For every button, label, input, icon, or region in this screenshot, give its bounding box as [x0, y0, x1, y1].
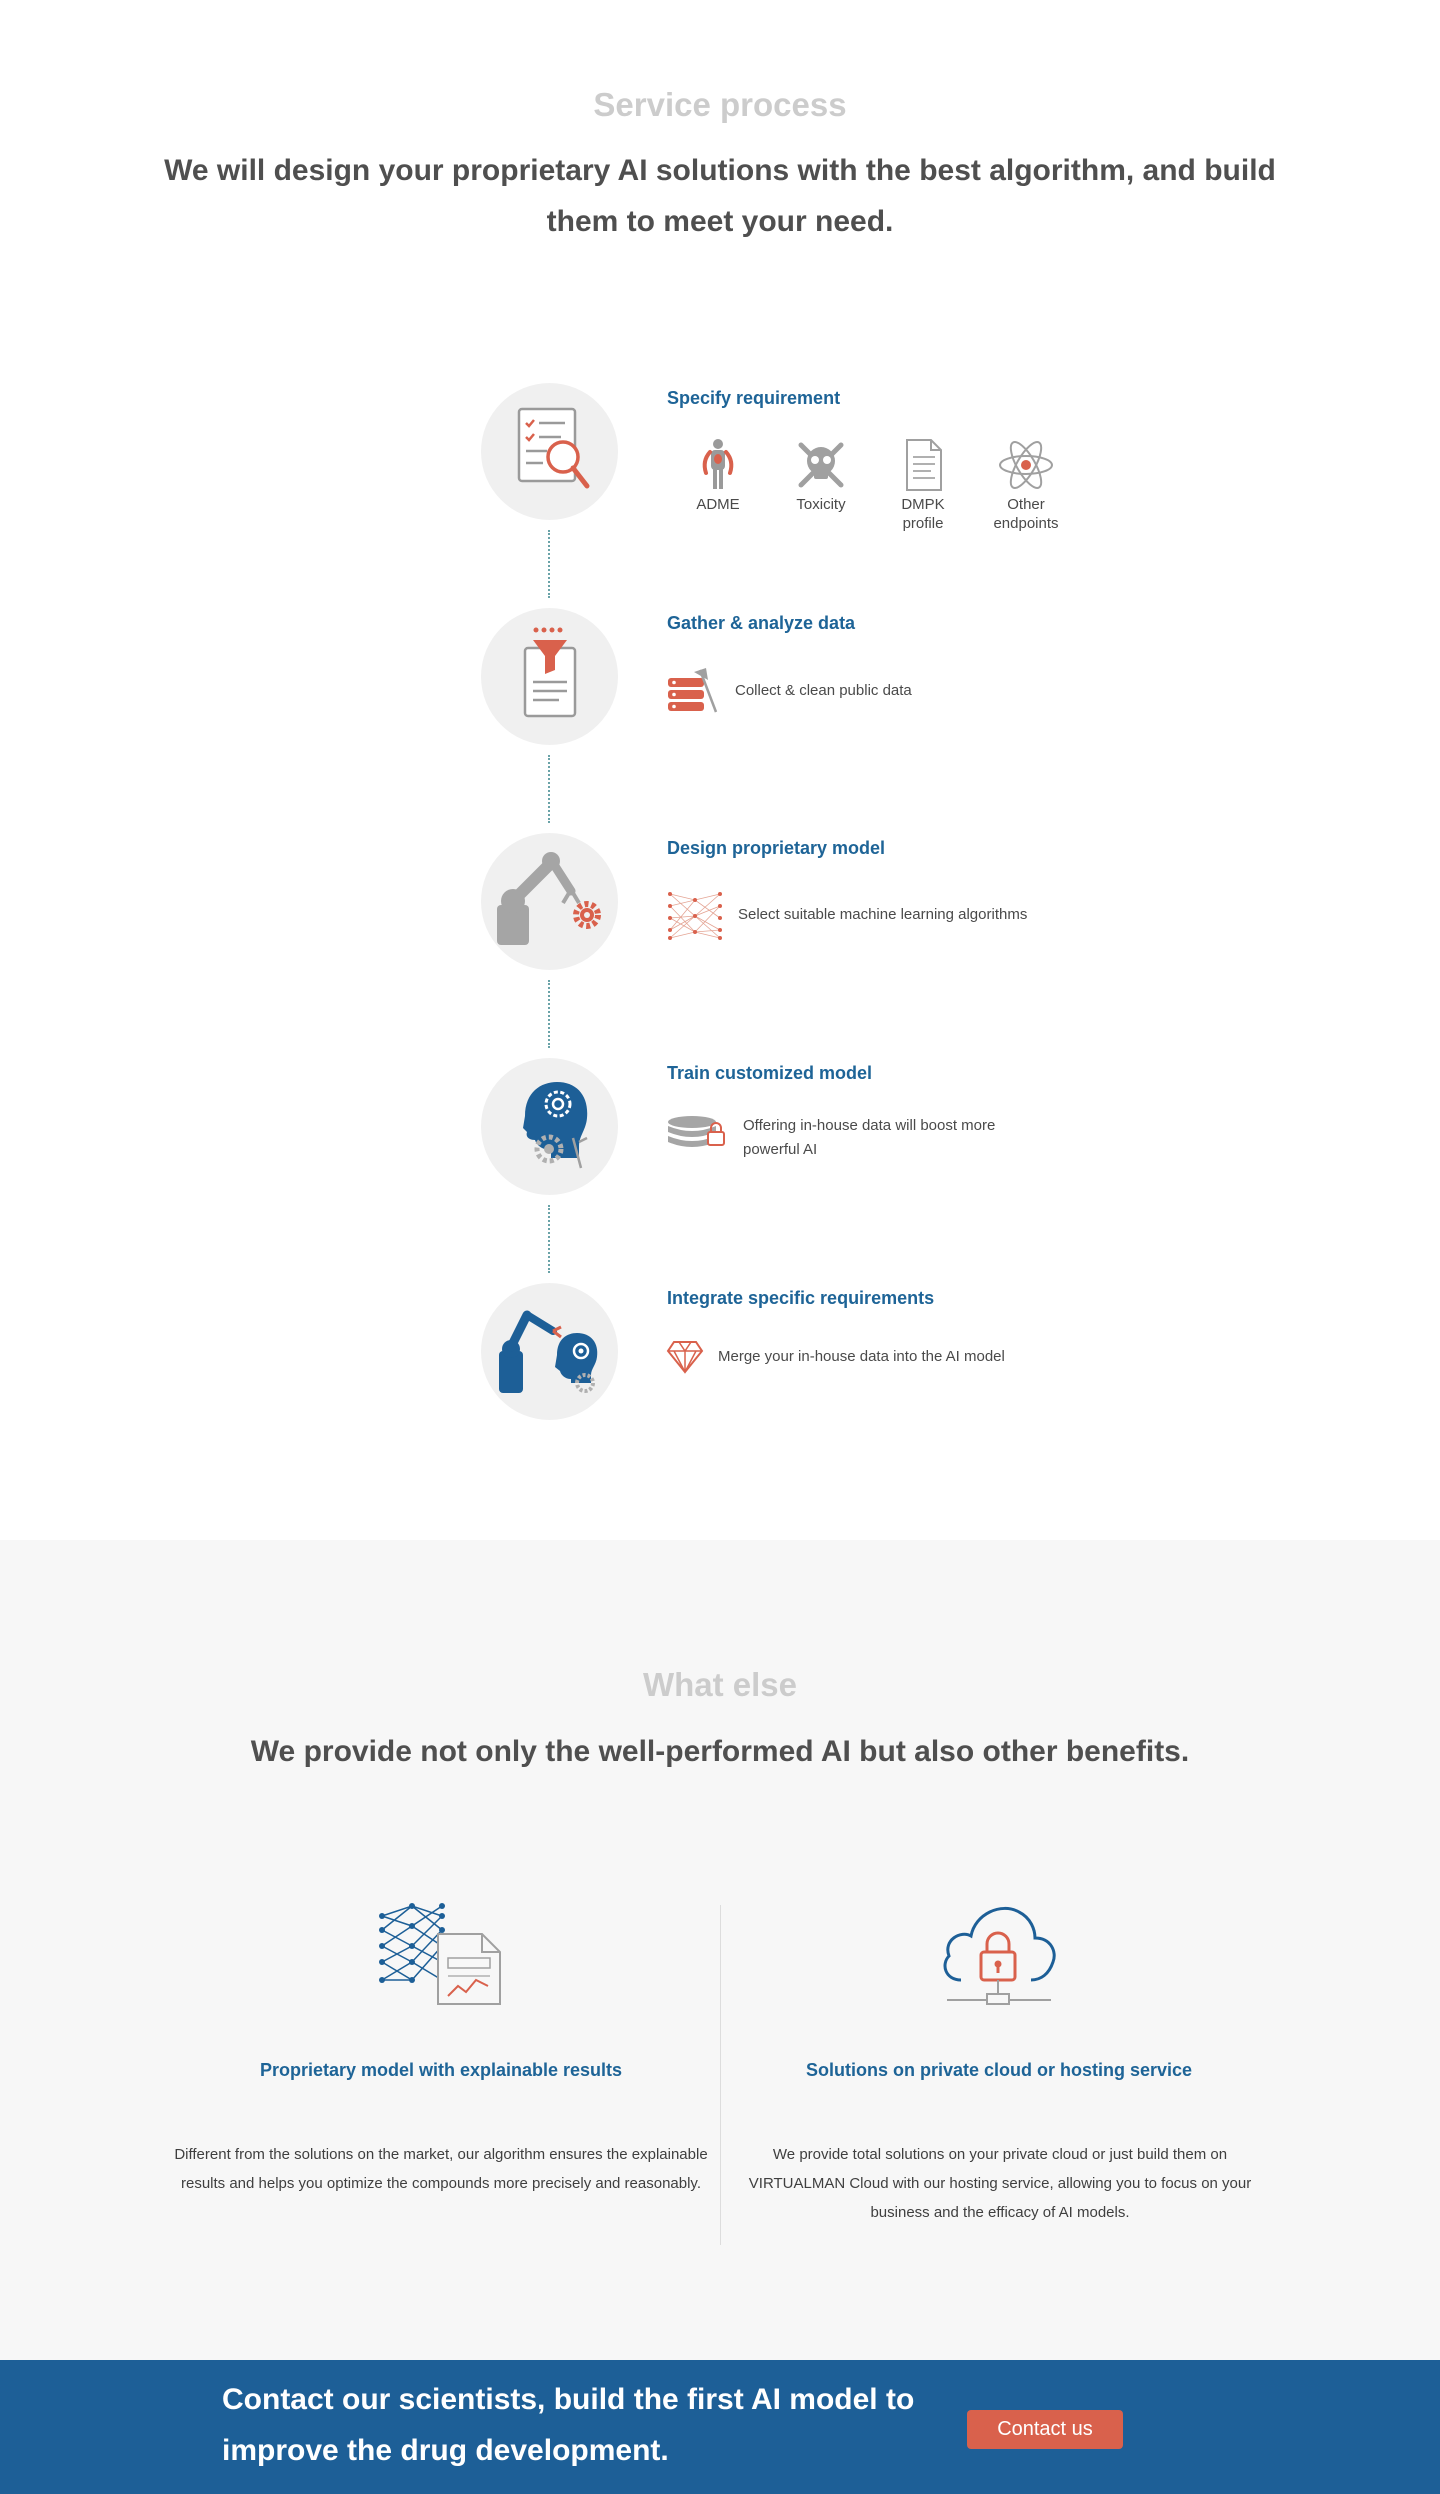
atom-icon: [996, 437, 1056, 493]
service-process-kicker: Service process: [593, 86, 847, 123]
network-report-icon: [378, 1900, 504, 2008]
step-2-detail: Collect & clean public data: [735, 682, 912, 699]
contact-us-button[interactable]: Contact us: [967, 2410, 1123, 2449]
human-body-icon: [696, 437, 740, 493]
endpoint-dmpk: [878, 437, 968, 533]
benefit-1-body: Different from the solutions on the market, our algorithm ensures the explainable results and helps you optimize the compounds more precisely and reasonably.: [174, 2146, 708, 2192]
endpoint-adme: [673, 437, 763, 514]
document-magnifier-icon: [481, 383, 618, 520]
step-1-title: Specify requirement: [667, 388, 841, 408]
benefit-2-title: Solutions on private cloud or hosting service: [805, 2060, 1193, 2080]
step-5-detail: Merge your in-house data into the AI model: [718, 1348, 1005, 1365]
endpoint-label: ADME: [696, 496, 740, 513]
step-5-title: Integrate specific requirements: [667, 1288, 935, 1308]
benefit-2-body: We provide total solutions on your private cloud or just build them on VIRTUALMAN Cloud with our hosting service, allowing you to focus on your business and the efficacy of AI models.: [748, 2146, 1252, 2221]
endpoint-label: Toxicity: [796, 496, 846, 513]
database-lock-icon: [666, 1114, 728, 1156]
step-3-detail: Select suitable machine learning algorithms: [738, 906, 1028, 923]
benefit-1-title: Proprietary model with explainable results: [259, 2060, 623, 2080]
endpoint-label: Other endpoints: [993, 496, 1059, 532]
step-connector: [548, 1205, 550, 1273]
server-brush-icon: [666, 666, 720, 716]
contact-text: Contact our scientists, build the first AI model to improve the drug development.: [222, 2383, 915, 2467]
step-2-circle: [481, 608, 618, 745]
step-3-title: Design proprietary model: [667, 838, 886, 858]
contact-banner: [0, 2360, 1440, 2494]
neural-network-icon: [666, 890, 724, 942]
robot-arm-gear-icon: [481, 833, 618, 970]
what-else-kicker: What else: [642, 1666, 798, 1703]
cloud-lock-icon: [939, 1900, 1059, 2008]
what-else-section: [0, 1540, 1440, 2360]
what-else-headline: We provide not only the well-performed AI but also other benefits.: [250, 1735, 1190, 1768]
ai-head-gear-icon: [481, 1058, 618, 1195]
document-icon: [901, 437, 945, 493]
step-connector: [548, 755, 550, 823]
step-4-detail: Offering in-house data will boost more powerful AI: [743, 1117, 996, 1158]
step-4-circle: [481, 1058, 618, 1195]
robot-arm-ai-head-icon: [481, 1283, 618, 1420]
endpoint-toxicity: [776, 437, 866, 514]
step-2-title: Gather & analyze data: [667, 613, 856, 633]
step-5-circle: [481, 1283, 618, 1420]
diamond-icon: [666, 1340, 704, 1374]
step-4-title: Train customized model: [667, 1063, 873, 1083]
step-connector: [548, 980, 550, 1048]
step-3-circle: [481, 833, 618, 970]
step-1-circle: [481, 383, 618, 520]
endpoint-other: [981, 437, 1071, 533]
service-process-headline: We will design your proprietary AI solutions with the best algorithm, and build them to meet your need.: [164, 154, 1276, 238]
step-connector: [548, 530, 550, 598]
funnel-document-icon: [481, 608, 618, 745]
endpoint-label: DMPK profile: [901, 496, 945, 532]
skull-crossbones-icon: [795, 437, 847, 493]
